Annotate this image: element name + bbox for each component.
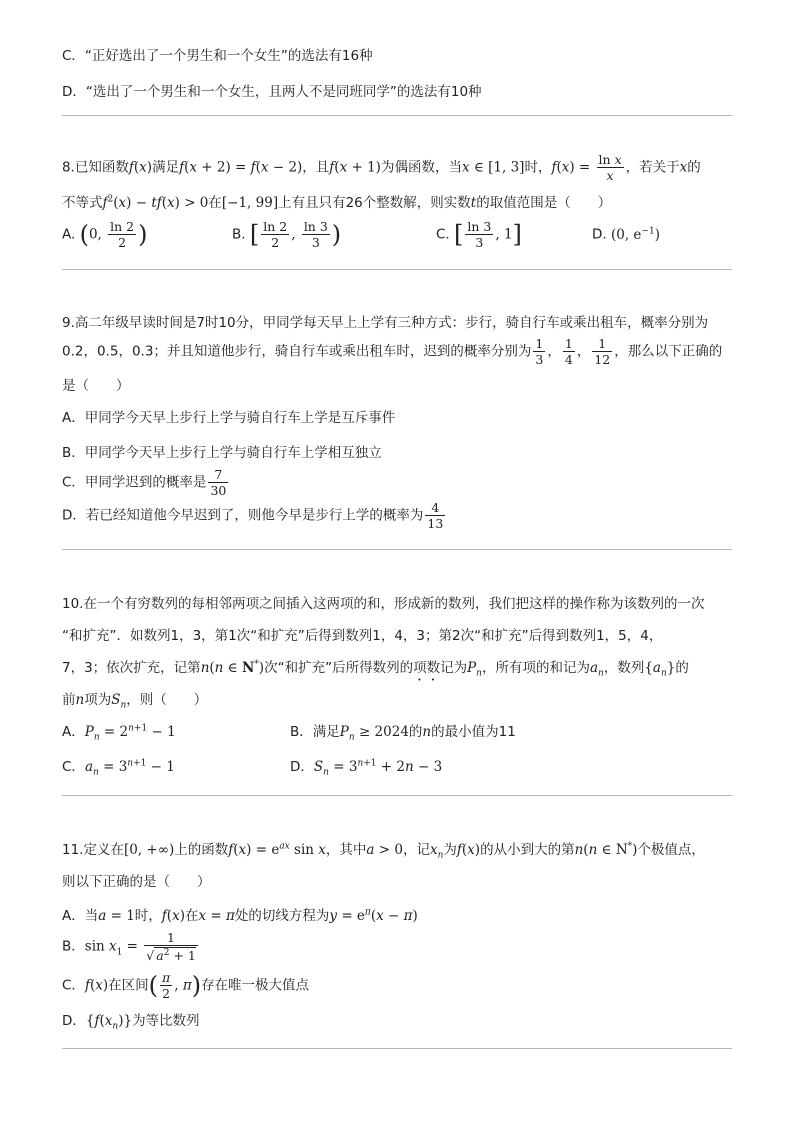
divider [62,1048,732,1049]
q8-option-d: D. (0, $e^{-1}$) [592,226,660,243]
q10-option-d: D．$S_n = 3^{n+1} + 2n - 3$ [290,758,443,778]
q10-option-a: A．$P_n = 2^{n+1} - 1$ [62,723,176,743]
divider [62,795,732,796]
q8-option-b: B. [ $\frac{\ln 2}{2}$ , $\frac{\ln 3}{3}$ ) [232,219,342,250]
q7-option-d: D．“选出了一个男生和一个女生，且两人不是同班同学”的选法有10种 [62,84,482,100]
divider [62,269,732,270]
q11-stem-line1: 11.定义在[0, +∞)上的函数$f(x) = e^{ax}$ sin x，其中a > 0，记$x_n$为f(x)的从小到大的第n(n ∈ N*)个极值点， [62,841,705,861]
q11-option-a: A．当a = 1时，f(x)在x = π处的切线方程为$y = e^\pi(x - \pi)$ [62,907,418,924]
q10-stem-line1: 10.在一个有穷数列的每相邻两项之间插入这两项的和，形成新的数列，我们把这样的操作称为该数列的一次 [62,596,705,612]
q9-stem-line2: 0.2，0.5，0.3；并且知道他步行，骑自行车或乘出租车时，迟到的概率分别为 $\frac{1}{3}$ ， $\frac{1}{4}$ ， $\frac{1}{12}$ ，那么以下正确的 [62,336,723,367]
q10-option-c: C．$a_n = 3^{n+1} - 1$ [62,758,175,778]
q8-option-c: C. [ $\frac{\ln 3}{3}$ , 1] [436,219,522,250]
q10-stem-line3: 7，3；依次扩充，记第n(n ∈ N*)次“和扩充”后所得数列的项数记为$P_n$，所有项的和记为$a_n$，数列$\{a_n\}$的 [62,659,689,679]
q9-option-a: A．甲同学今天早上步行上学与骑自行车上学是互斥事件 [62,410,396,426]
q8-stem-line1: 8.已知函数f(x)满足f(x + 2) = f(x − 2)，且f(x + 1)为偶函数，当x ∈ [1, 3]时，f(x) = $\frac{\text{ln x}}{x}$ ，若关于x的 [62,152,701,183]
q9-option-c: C．甲同学迟到的概率是 $\frac{7}{30}$ [62,467,227,498]
q11-stem-line2: 则以下正确的是（ ） [62,874,211,890]
q10-stem-line4: 前n项为$S_n$，则（ ） [62,692,208,711]
q11-option-c: C．f(x)在区间( $\frac{\pi}{2}$ , π)存在唯一极大值点 [62,970,310,1001]
q7-option-c: C．“正好选出了一个男生和一个女生”的选法有16种 [62,48,373,64]
q10-stem-line2: “和扩充”．如数列1，3，第1次“和扩充”后得到数列1，4，3；第2次“和扩充”后得到数列1，5，4， [62,628,663,644]
q9-option-b: B．甲同学今天早上步行上学与骑自行车上学相互独立 [62,445,382,461]
divider [62,549,732,550]
q10-option-b: B．满足$P_n \ge 2024$的n的最小值为11 [290,724,516,743]
q9-stem-line3: 是（ ） [62,378,130,394]
q9-option-d: D．若已经知道他今早迟到了，则他今早是步行上学的概率为 $\frac{4}{13}$ [62,500,444,531]
q8-stem-line2: 不等式$f^2(x) - tf(x) > 0$在[−1, 99]上有且只有26个整数解，则实数t的取值范围是（ ） [62,194,612,211]
q8-option-a: A. (0, $\frac{\ln 2}{2}$ ) [62,219,148,250]
divider [62,115,732,116]
q11-option-d: D．$\{f(x_n)\}$为等比数列 [62,1013,200,1032]
q11-option-b: B．$\sin x_1$ = $\frac{1}{√ a^2 + 1}$ [62,930,196,964]
q9-stem-line1: 9.高二年级早读时间是7时10分，甲同学每天早上上学有三种方式：步行，骑自行车或乘出租车，概率分别为 [62,315,709,331]
